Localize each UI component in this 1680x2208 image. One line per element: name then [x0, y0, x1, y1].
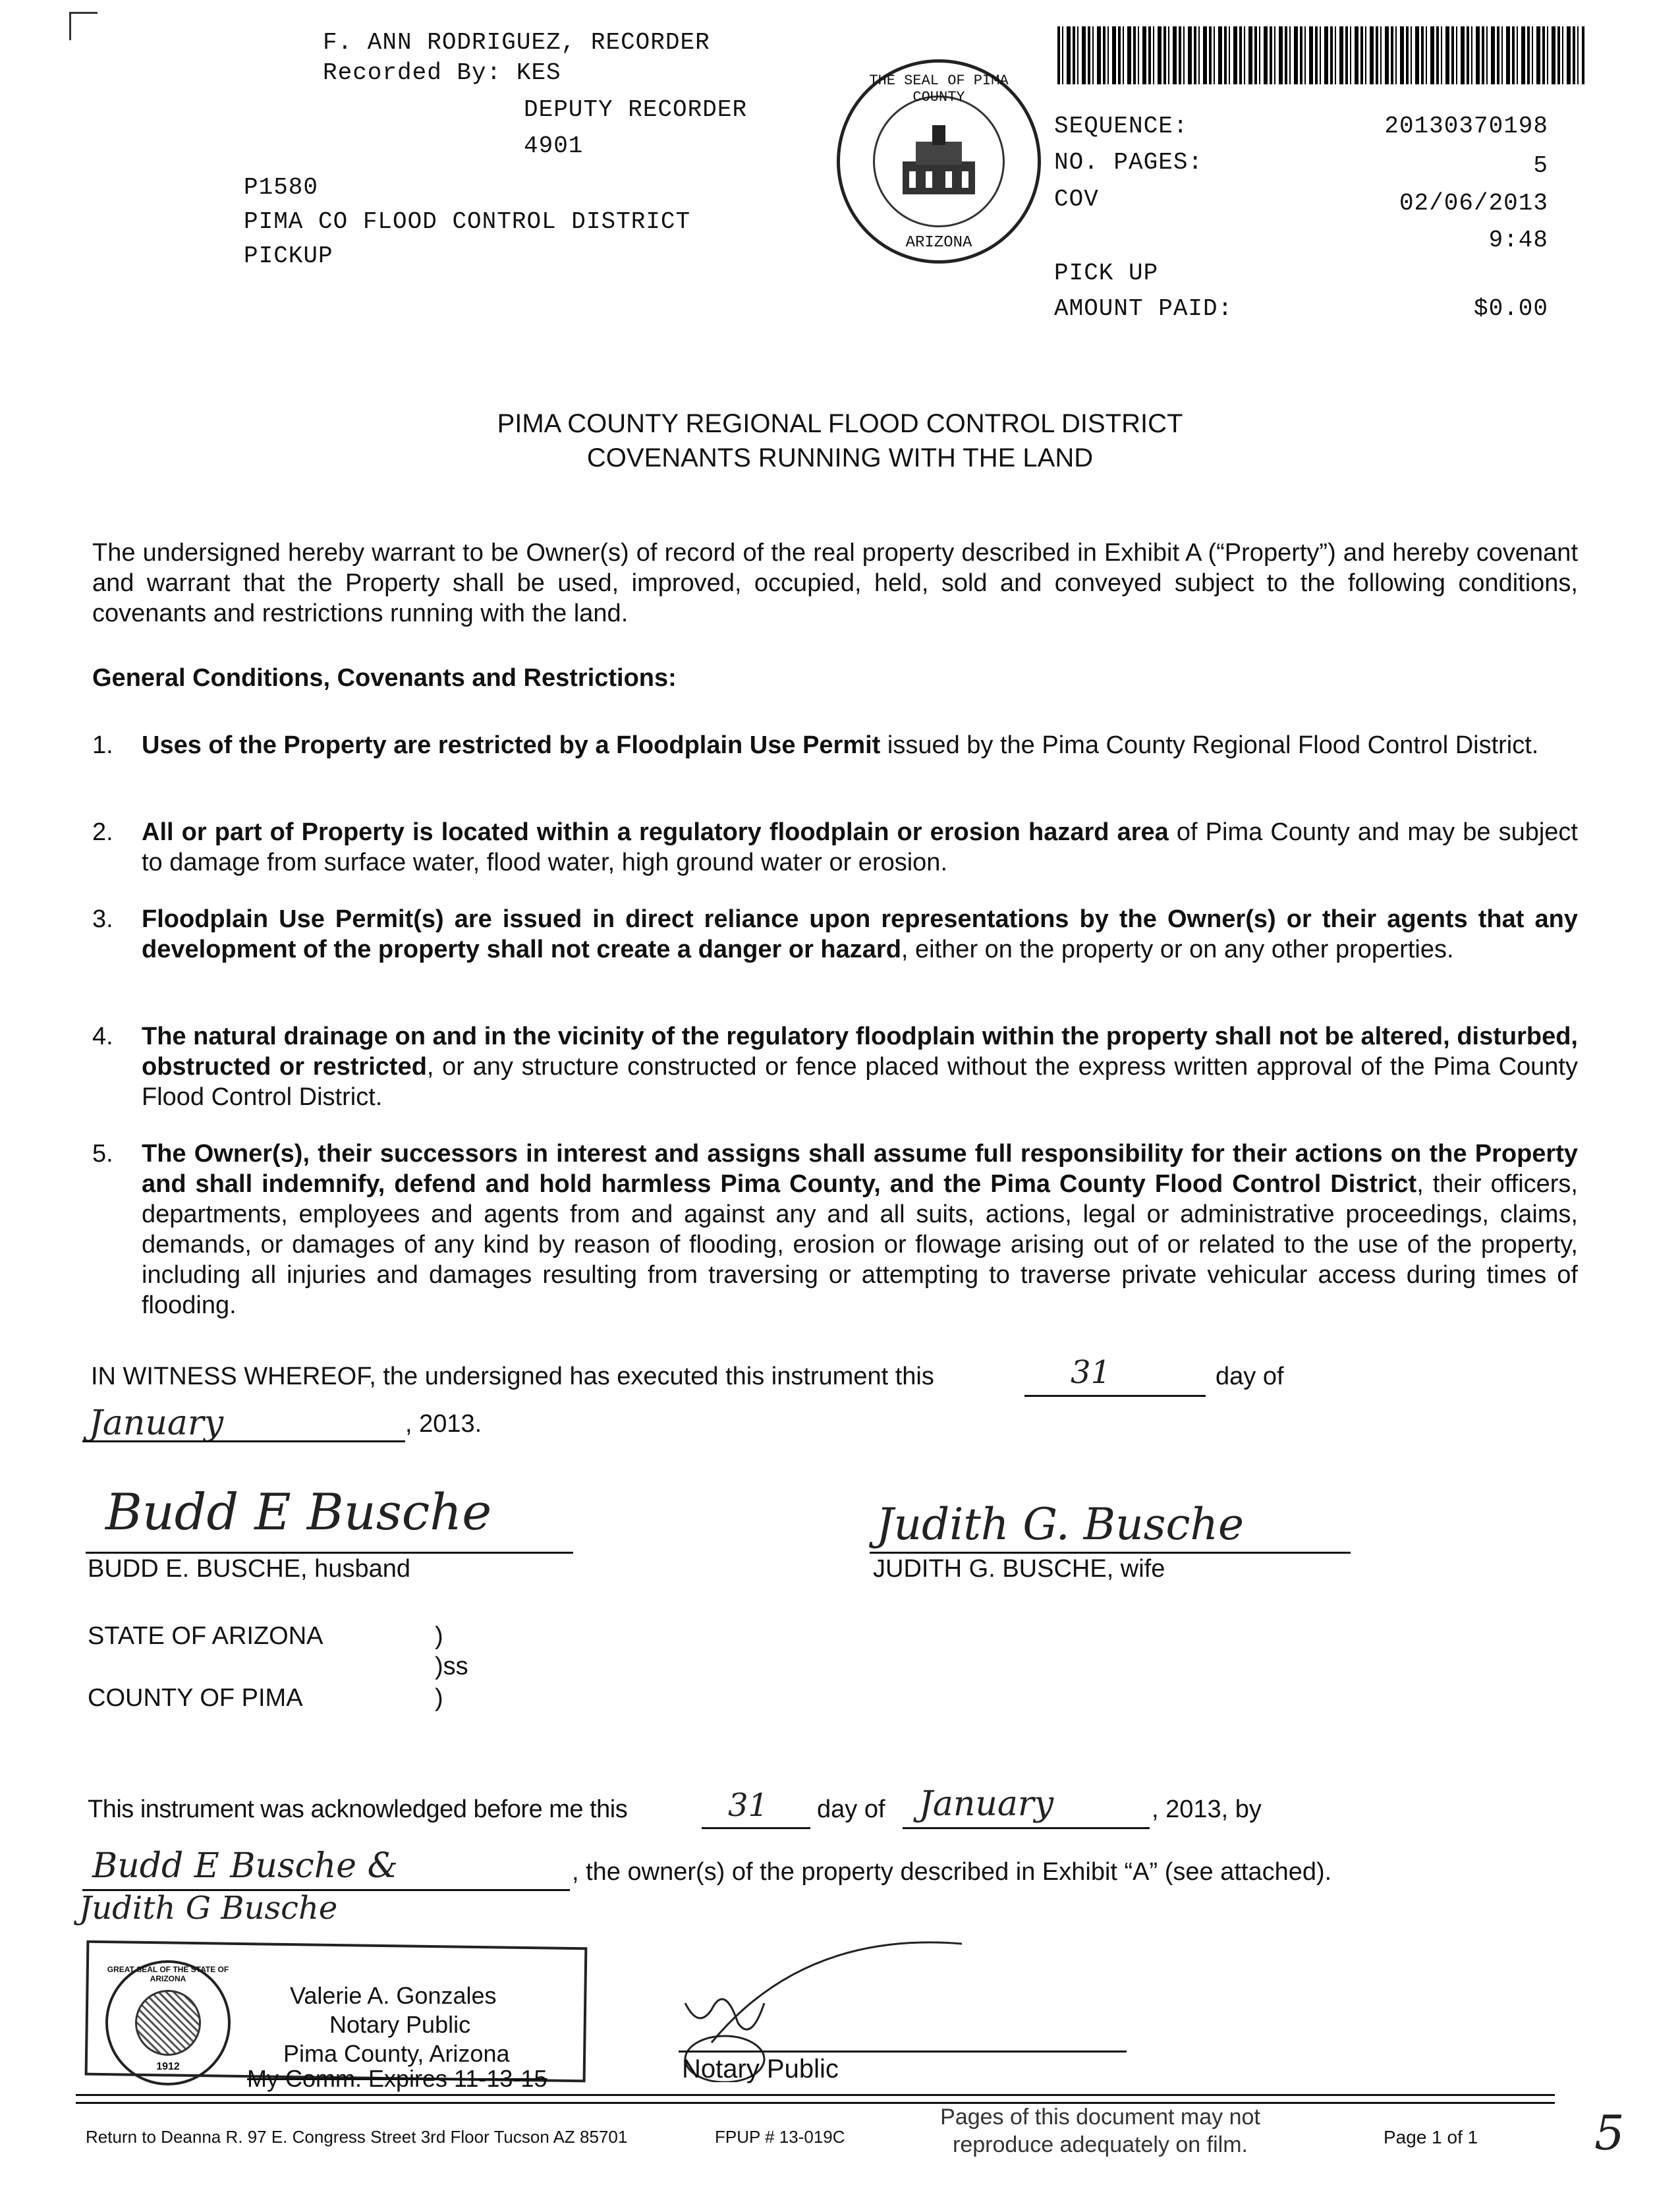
arizona-seal-inner [135, 1990, 201, 2056]
item-3-text: , either on the property or on any other properties. [901, 936, 1454, 963]
recorded-by: Recorded By: KES [323, 59, 561, 86]
corner-mark [69, 12, 98, 40]
notary-signature-line [679, 2051, 1127, 2052]
item-2-bold: All or part of Property is located within a regulatory floodplain or erosion hazard area [142, 818, 1169, 846]
ack-names-handwritten-2: Judith G Busche [79, 1890, 338, 1927]
pages-value: 5 [1533, 152, 1548, 179]
ack-day-handwritten: 31 [728, 1787, 769, 1824]
film-notice: Pages of this document may not reproduce adequately on film. [940, 2105, 1260, 2157]
notary-name: Valerie A. Gonzales [290, 1982, 497, 2009]
section-heading: General Conditions, Covenants and Restrictions: [92, 664, 677, 692]
return-to-address: Return to Deanna R. 97 E. Congress Street 3rd Floor Tucson AZ 85701 [86, 2127, 628, 2147]
right-signature-line [870, 1552, 1351, 1554]
item-4-bold: The natural drainage on and in the vicinity of the regulatory floodplain within the property shall not be altered, disturbed, obstructed or restricted [142, 1023, 1578, 1081]
ack-day-of: day of [817, 1796, 885, 1823]
ack-text: This instrument was acknowledged before me this [88, 1796, 628, 1823]
venue-county: COUNTY OF PIMA [88, 1684, 303, 1712]
barcode [1057, 26, 1584, 84]
arizona-seal-year: 1912 [156, 2061, 180, 2072]
amount-value: $0.00 [1473, 295, 1548, 322]
item-5 [142, 1139, 1578, 1320]
item-5-text: , their officers, departments, employees and agents from and against any and all suits, actions, legal or administrative proceedings, claims, demands, or damages of any kind by reason of flooding, erosion or flowage arising out of or related to the use of the property, including all injuries and damages resulting from traversing or attempting to traverse private vehicular access during times of flooding. [142, 1170, 1578, 1319]
footer-rule-top [76, 2094, 1555, 2096]
document-title-line-2: COVENANTS RUNNING WITH THE LAND [586, 443, 1094, 472]
intro-paragraph: The undersigned hereby warrant to be Owner(s) of record of the real property described in Exhibit A (“Property”) and hereby covenant and warrant that the Property shall be used, improved, occupied, held, sold and conveyed subject to the following conditions, covenants and restrictions running with the land. [92, 539, 1578, 627]
footer-rule-bottom [76, 2102, 1555, 2104]
agency-name: PIMA CO FLOOD CONTROL DISTRICT [244, 208, 691, 235]
item-2-number: 2. [92, 818, 113, 846]
document-title-line-1: PIMA COUNTY REGIONAL FLOOD CONTROL DISTRICT [497, 409, 1183, 438]
item-1 [142, 730, 1578, 760]
ack-month-handwritten: January [919, 1784, 1054, 1824]
item-5-number: 5. [92, 1140, 113, 1168]
page-number: Page 1 of 1 [1384, 2127, 1478, 2147]
notary-county: Pima County, Arizona [283, 2040, 510, 2067]
seal-top-text: THE SEAL OF PIMA COUNTY [869, 72, 1009, 105]
item-1-text: issued by the Pima County Regional Flood Control District. [880, 731, 1539, 759]
item-4-number: 4. [92, 1023, 113, 1050]
item-3-bold: Floodplain Use Permit(s) are issued in direct reliance upon representations by the Owner(s) or their agents that any development of the property shall not create a danger or hazard [142, 905, 1578, 963]
witness-day-of: day of [1216, 1363, 1284, 1390]
witness-text: IN WITNESS WHEREOF, the undersigned has executed this instrument this [91, 1363, 934, 1390]
witness-month-line [82, 1440, 405, 1442]
right-signature: Judith G. Busche [876, 1499, 1245, 1550]
item-5-bold: The Owner(s), their successors in interest and assigns shall assume full responsibility for their actions on the Property and shall indemnify, defend and hold harmless Pima County, and the Pima County Flood Control District [142, 1140, 1578, 1198]
record-time: 9:48 [1488, 227, 1548, 254]
pages-label: NO. PAGES: [1054, 149, 1204, 176]
right-signer-name: JUDITH G. BUSCHE, wife [873, 1555, 1165, 1583]
witness-day-line [1024, 1395, 1206, 1397]
venue-paren-2: ) [435, 1684, 443, 1712]
witness-day-handwritten: 31 [1071, 1354, 1111, 1391]
ack-month-line [903, 1827, 1150, 1829]
pickup-label: PICKUP [244, 242, 333, 269]
recorder-code: P1580 [244, 174, 319, 201]
fpup-number: FPUP # 13-019C [715, 2127, 845, 2147]
recorder-name: F. ANN RODRIGUEZ, RECORDER [323, 29, 710, 56]
seal-bottom-text: ARIZONA [905, 234, 972, 252]
venue-paren-1: ) [435, 1622, 443, 1650]
item-2-text: of Pima County and may be subject to damage from surface water, flood water, high ground water or erosion. [142, 818, 1578, 876]
deputy-recorder: DEPUTY RECORDER [524, 96, 748, 123]
ack-day-line [702, 1827, 810, 1829]
venue-ss: )ss [435, 1653, 468, 1680]
pickup-status: PICK UP [1054, 260, 1159, 287]
venue-state: STATE OF ARIZONA [88, 1622, 323, 1650]
notary-public-label: Notary Public [682, 2054, 839, 2083]
item-3 [142, 904, 1578, 965]
item-4-text: , or any structure constructed or fence placed without the express written approval of the Pima County Flood Control District. [142, 1053, 1578, 1111]
left-signature: Budd E Busche [105, 1483, 492, 1541]
left-signature-line [86, 1552, 573, 1554]
seal-building-icon [896, 122, 982, 201]
record-date: 02/06/2013 [1399, 190, 1548, 217]
item-2 [142, 817, 1578, 878]
handwritten-page-number: 5 [1594, 2105, 1625, 2161]
witness-year: , 2013. [405, 1410, 482, 1438]
item-3-number: 3. [92, 905, 113, 933]
ack-owner-text: , the owner(s) of the property described in Exhibit “A” (see attached). [572, 1858, 1332, 1886]
item-1-number: 1. [92, 731, 113, 759]
ack-names-handwritten-1: Budd E Busche & [92, 1846, 398, 1886]
item-1-bold: Uses of the Property are restricted by a Floodplain Use Permit [142, 731, 881, 759]
sequence-label: SEQUENCE: [1054, 113, 1189, 140]
sequence-value: 20130370198 [1384, 113, 1548, 140]
arizona-seal-text: GREAT SEAL OF THE STATE OF ARIZONA [107, 1965, 229, 1983]
notary-expires: My Comm. Expires 11-13-15 [247, 2065, 547, 2092]
item-4 [142, 1021, 1578, 1112]
document-type: COV [1054, 186, 1099, 213]
witness-month-handwritten: January [89, 1403, 224, 1443]
left-signer-name: BUDD E. BUSCHE, husband [88, 1555, 410, 1583]
ack-year-by: , 2013, by [1152, 1796, 1262, 1823]
deputy-number: 4901 [524, 132, 584, 159]
notary-title-stamp: Notary Public [329, 2011, 471, 2038]
amount-label: AMOUNT PAID: [1054, 295, 1233, 322]
